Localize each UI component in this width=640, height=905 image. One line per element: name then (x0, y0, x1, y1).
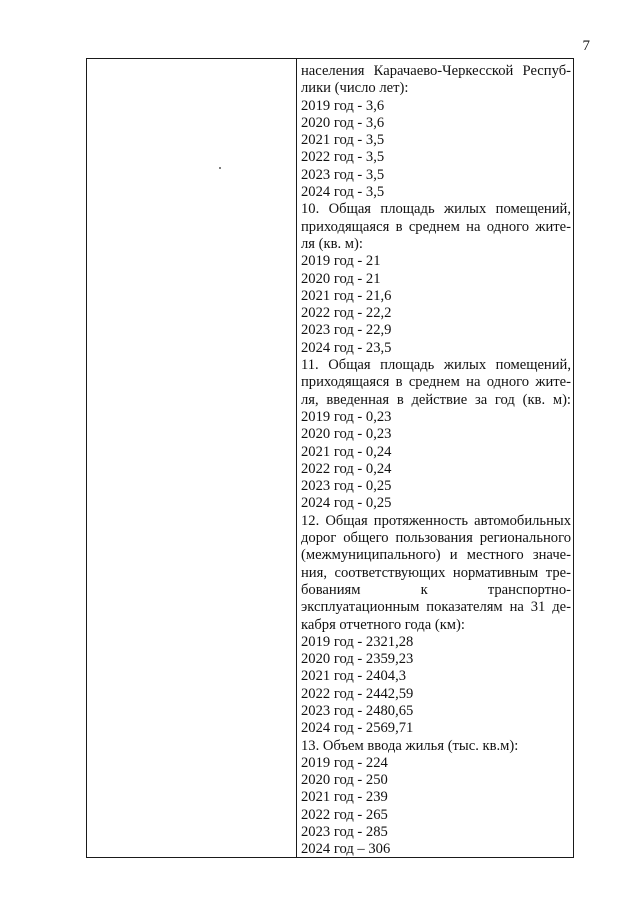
text-line: 2023 год - 285 (301, 824, 388, 841)
text-line: дорог общего пользования регионального (301, 530, 571, 547)
text-line: 2019 год - 3,6 (301, 97, 385, 114)
text-line: 2023 год - 3,5 (301, 166, 385, 183)
text-line: 2024 год - 0,25 (301, 495, 392, 512)
text-line: 2019 год - 224 (301, 754, 388, 771)
text-line: ля (кв. м): (301, 235, 363, 252)
text-line: 2020 год - 0,23 (301, 426, 392, 443)
text-line: 2020 год - 2359,23 (301, 651, 414, 668)
text-line: 2024 год - 23,5 (301, 339, 392, 356)
text-line: населения Карачаево-Черкесской Респуб- (301, 63, 571, 79)
text-line: 2021 год - 21,6 (301, 287, 392, 304)
text-line: лики (число лет): (301, 80, 409, 97)
text-line: 2021 год - 2404,3 (301, 668, 407, 685)
text-line: 2021 год - 239 (301, 789, 388, 806)
text-line: приходящаяся в среднем на одного жите- (301, 374, 571, 391)
text-line: 2024 год - 3,5 (301, 184, 385, 201)
scan-speck (219, 167, 221, 169)
text-line: бованиям к транспортно- (301, 581, 571, 598)
text-line: 2022 год - 3,5 (301, 149, 385, 166)
text-line: 2019 год - 2321,28 (301, 633, 414, 650)
text-line: кабря отчетного года (км): (301, 616, 465, 633)
text-line: 2022 год - 265 (301, 806, 388, 823)
text-line: приходящаяся в среднем на одного жите- (301, 218, 571, 235)
text-line: 2022 год - 22,2 (301, 305, 392, 322)
text-line: эксплуатационным показателям на 31 де- (301, 599, 571, 616)
document-table (86, 58, 574, 858)
table-left-column (87, 59, 297, 857)
text-line: 2021 год - 3,5 (301, 132, 385, 149)
text-line: 2023 год - 0,25 (301, 478, 392, 495)
text-line: 11. Общая площадь жилых помещений, (301, 357, 571, 374)
text-line: 2023 год - 2480,65 (301, 702, 414, 719)
text-line: 2024 год – 306 (301, 841, 391, 858)
text-line: 2023 год - 22,9 (301, 322, 392, 339)
text-line: (межмуниципального) и местного значе- (301, 547, 571, 564)
text-line: 2021 год - 0,24 (301, 443, 392, 460)
text-line: 2020 год - 250 (301, 772, 388, 789)
text-line: 2022 год - 0,24 (301, 460, 392, 477)
text-line: 2020 год - 3,6 (301, 114, 385, 131)
text-line: ния, соответствующих нормативным тре- (301, 564, 571, 581)
text-line: 10. Общая площадь жилых помещений, (301, 201, 571, 218)
text-line: 2019 год - 21 (301, 253, 381, 270)
text-line: 2022 год - 2442,59 (301, 685, 414, 702)
text-line: 2020 год - 21 (301, 270, 381, 287)
text-line: 2024 год - 2569,71 (301, 720, 414, 737)
text-line: 12. Общая протяженность автомобильных (301, 512, 571, 529)
text-line: ля, введенная в действие за год (кв. м): (301, 391, 571, 408)
page-number: 7 (582, 38, 590, 54)
text-line: 2019 год - 0,23 (301, 408, 392, 425)
text-line: 13. Объем ввода жилья (тыс. кв.м): (301, 737, 519, 754)
table-right-column (297, 59, 573, 857)
